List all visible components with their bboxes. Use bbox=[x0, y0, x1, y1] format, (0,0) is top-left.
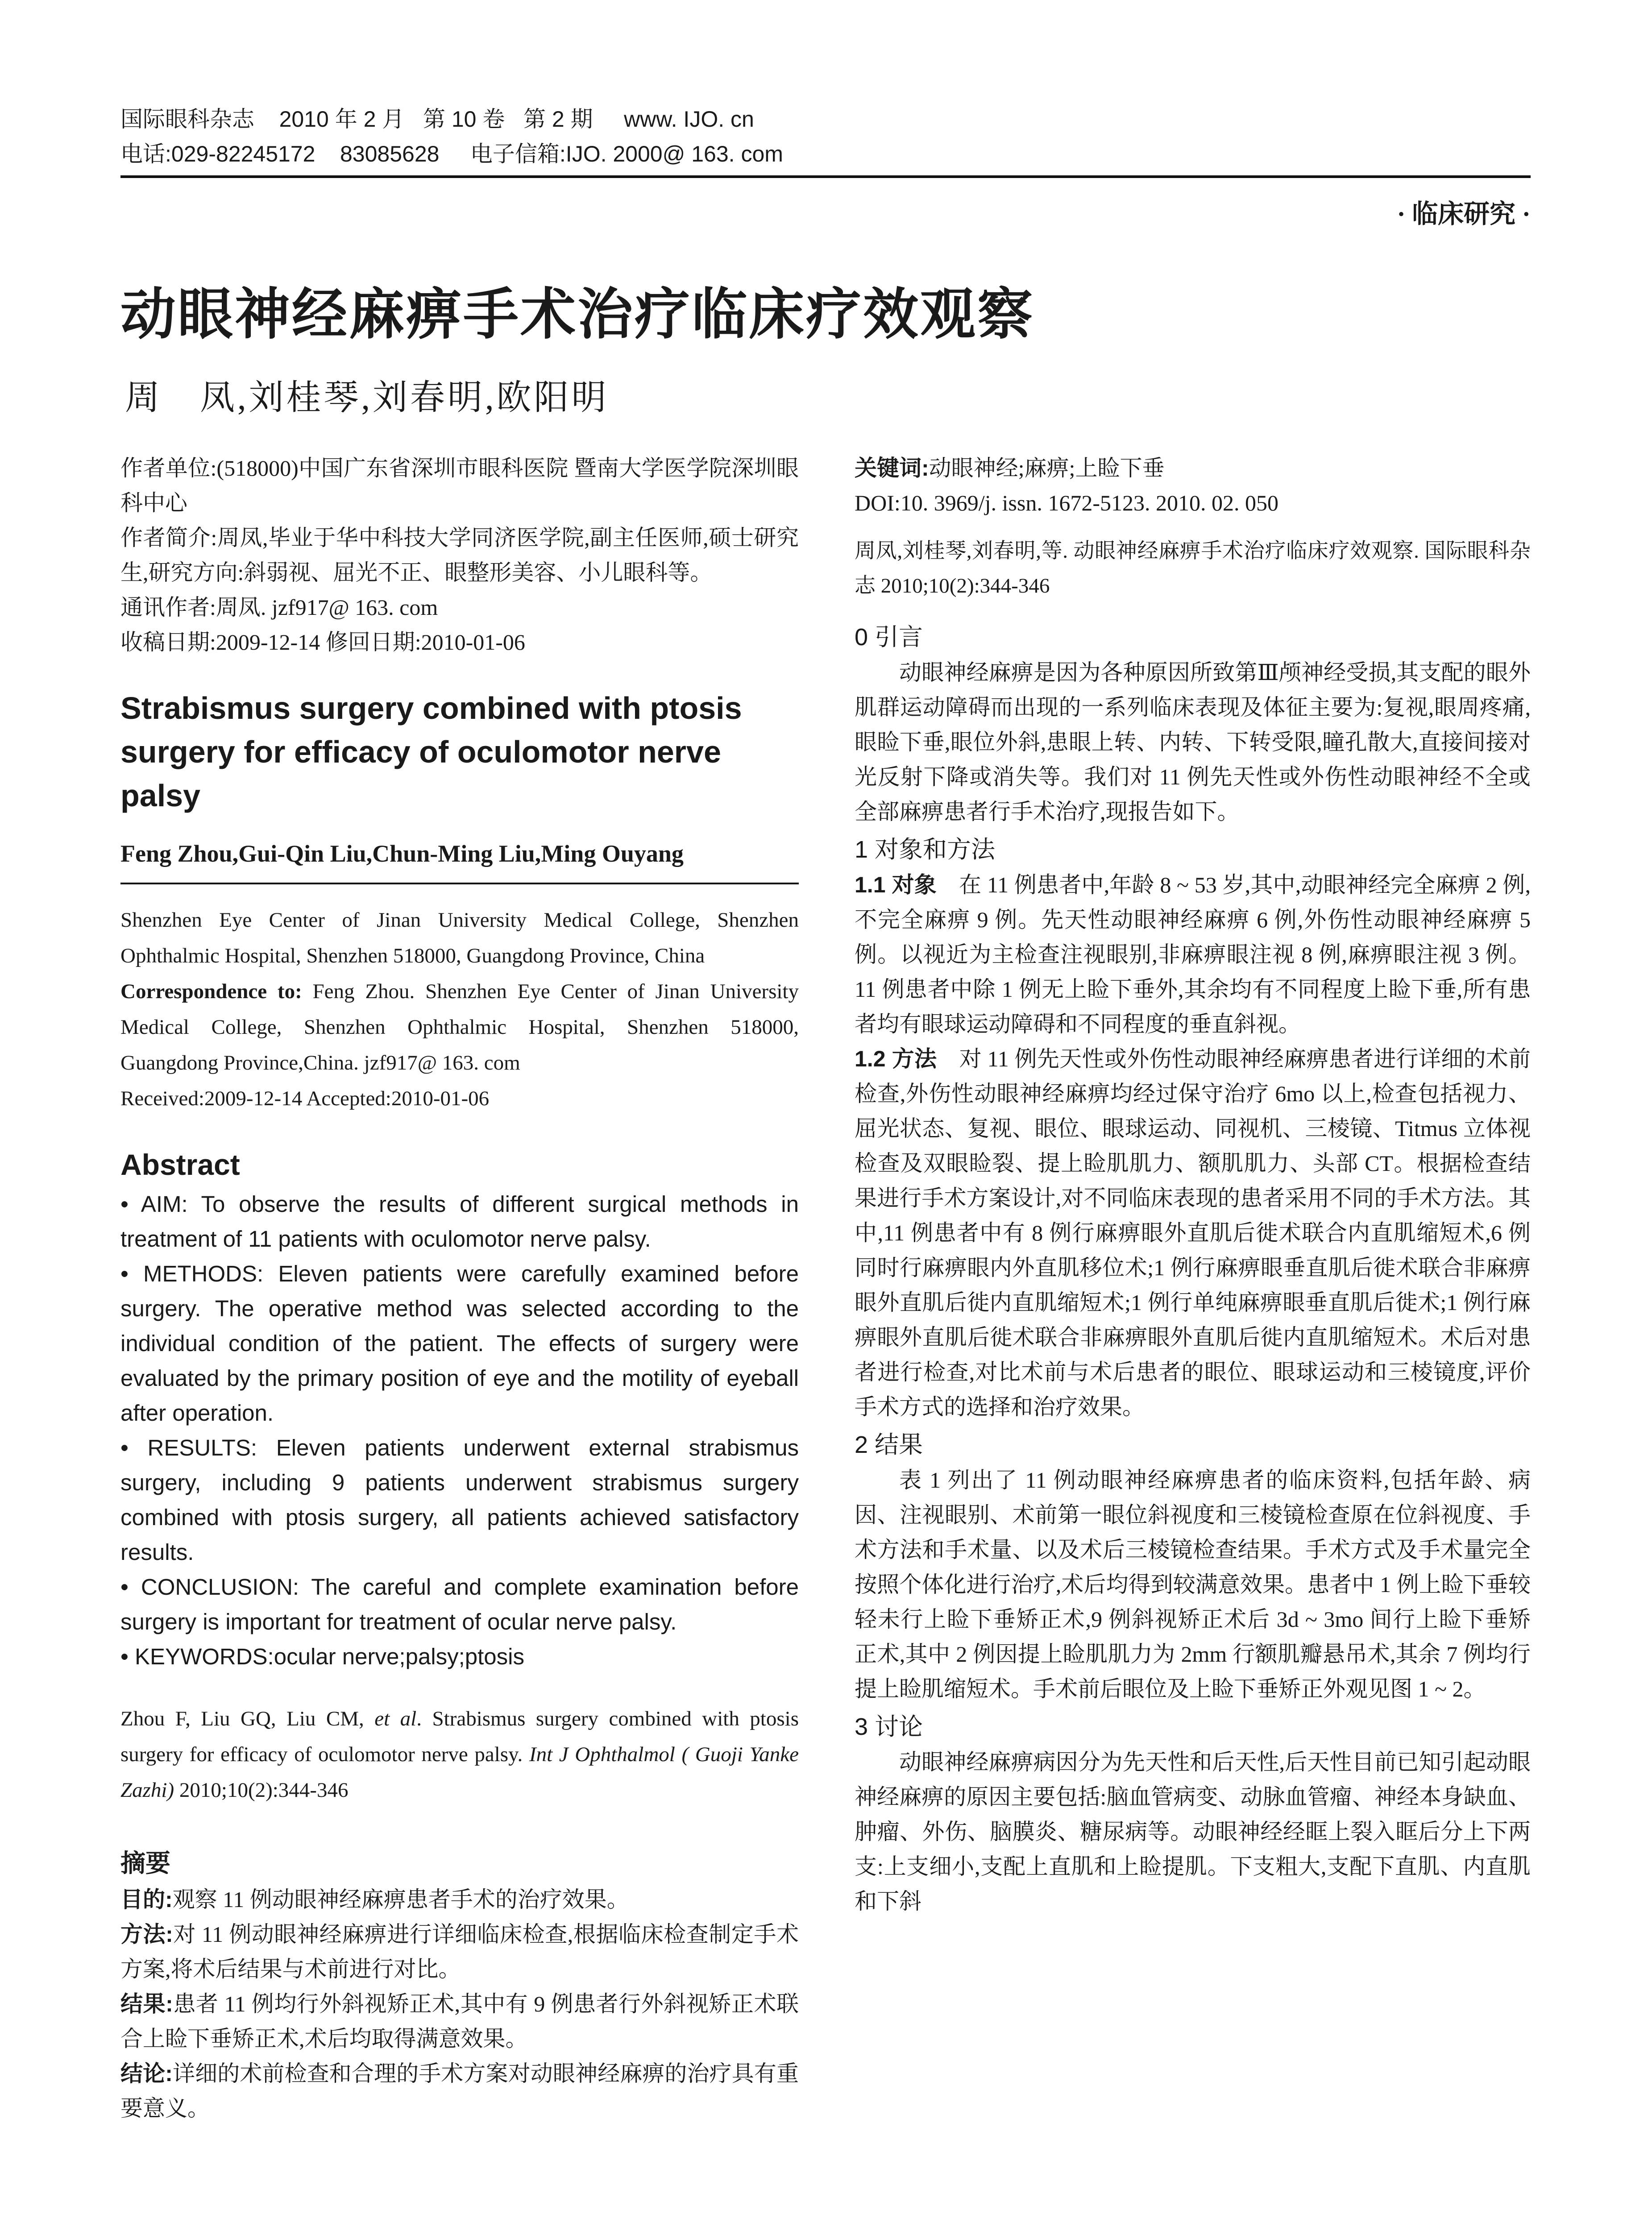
section-1-2-text: 对 11 例先天性或外伤性动眼神经麻痹患者进行详细的术前检查,外伤性动眼神经麻痹均经过保守治疗 6mo 以上,检查包括视力、屈光状态、复视、眼位、眼球运动、同视机、三棱镜、Titmus 立体视检查及双眼睑裂、提上睑肌肌力、额肌肌力、头部 CT。根据检查结果进行手术方案设计,对不同临床表现的患者采用不同的手术方法。其中,11 例患者中有 8 例行麻痹眼外直肌后徙术联合内直肌缩短术,6 例同时行麻痹眼内外直肌移位术;1 例行麻痹眼垂直肌后徙术联合非麻痹眼外直肌后徙内直肌缩短术;1 例行单纯麻痹眼垂直肌后徙术;1 例行麻痹眼外直肌后徙术联合非麻痹眼外直肌后徙内直肌缩短术。术后对患者进行检查,对比术前与术后患者的眼位、眼球运动和三棱镜度,评价手术方式的选择和治疗效果。 bbox=[855, 1046, 1531, 1419]
cn-abstract-results bbox=[120, 1986, 799, 2056]
cn-abstract-aim-label: 目的: bbox=[120, 1887, 173, 1912]
section-2-text: 表 1 列出了 11 例动眼神经麻痹患者的临床资料,包括年龄、病因、注视眼别、术前第一眼位斜视度和三棱镜检查原在位斜视度、手术方法和手术量、以及术后三棱镜检查结果。手术方式及手术量完全按照个体化进行治疗,术后均得到较满意效果。患者中 1 例上睑下垂较轻未行上睑下垂矫正术,9 例斜视矫正术后 3d ~ 3mo 间行上睑下垂矫正术,其中 2 例因提上睑肌肌力为 2mm 行额肌瓣悬吊术,其余 7 例均行提上睑肌缩短术。手术前后眼位及上睑下垂矫正外观见图 1 ~ 2。 bbox=[855, 1468, 1531, 1701]
page-title: 动眼神经麻痹手术治疗临床疗效观察 bbox=[120, 284, 1035, 345]
abstract-keywords: • KEYWORDS:ocular nerve;palsy;ptosis bbox=[120, 1644, 525, 1669]
abstract-heading: Abstract bbox=[120, 1148, 240, 1181]
cn-abstract-methods-label: 方法: bbox=[120, 1922, 173, 1947]
citation-authors: Zhou F, Liu GQ, Liu CM, bbox=[120, 1707, 375, 1730]
english-authors: Feng Zhou,Gui-Qin Liu,Chun-Ming Liu,Ming Ouyang bbox=[120, 840, 684, 867]
section-0-heading: 0 引言 bbox=[855, 624, 923, 651]
section-1-1-text: 在 11 例患者中,年龄 8 ~ 53 岁,其中,动眼神经完全麻痹 2 例,不完全麻痹 9 例。先天性动眼神经麻痹 6 例,外伤性动眼神经麻痹 5 例。以视近为主检查注视眼别,非麻痹眼注视 8 例,麻痹眼注视 3 例。11 例患者中除 1 例无上睑下垂外,其余均有不同程度上睑下垂,所有患者均有眼球运动障碍和不同程度的垂直斜视。 bbox=[855, 872, 1531, 1037]
citation-journal: Int J Ophthalmol ( Guoji Yanke Zazhi) bbox=[120, 1743, 799, 1802]
author-bio: 作者简介:周凤,毕业于华中科技大学同济医学院,副主任医师,硕士研究生,研究方向:斜弱视、屈光不正、眼整形美容、小儿眼科等。 bbox=[120, 525, 799, 585]
abstract-methods: • METHODS: Eleven patients were carefully examined before surgery. The operative method was selected according to the individual condition of the patient. The effects of surgery were evaluated by the primary position of eye and the motility of eyeball after operation. bbox=[120, 1261, 799, 1426]
cn-abstract-methods bbox=[120, 1917, 799, 1986]
cn-abstract-aim bbox=[120, 1882, 799, 1917]
section-3-text: 动眼神经麻痹病因分为先天性和后天性,后天性目前已知引起动眼神经麻痹的原因主要包括:脑血管病变、动脉血管瘤、神经本身缺血、肿瘤、外伤、脑膜炎、糖尿病等。动眼神经经眶上裂入眶后分上下两支:上支细小,支配上直肌和上睑提肌。下支粗大,支配下直肌、内直肌和下斜 bbox=[855, 1750, 1531, 1914]
received-dates-cn: 收稿日期:2009-12-14 修回日期:2010-01-06 bbox=[120, 630, 525, 655]
authors-cn: 周 凤,刘桂琴,刘春明,欧阳明 bbox=[125, 378, 609, 417]
doi: DOI:10. 3969/j. issn. 1672-5123. 2010. 02. 050 bbox=[855, 490, 1278, 515]
section-tag: · 临床研究 · bbox=[1397, 199, 1531, 228]
abstract-results: • RESULTS: Eleven patients underwent external strabismus surgery, including 9 patients underwent strabismus surgery combined with ptosis surgery, all patients achieved satisfactory results. bbox=[120, 1435, 799, 1565]
english-title: Strabismus surgery combined with ptosis surgery for efficacy of oculomotor nerve palsy bbox=[120, 691, 742, 813]
author-unit: 作者单位:(518000)中国广东省深圳市眼科医院 暨南大学医学院深圳眼科中心 bbox=[120, 456, 799, 515]
citation-etal: et al bbox=[374, 1707, 417, 1730]
authors-divider bbox=[120, 883, 799, 884]
received-dates-en: Received:2009-12-14 Accepted:2010-01-06 bbox=[120, 1087, 490, 1110]
section-1-1-heading: 1.1 对象 bbox=[855, 872, 937, 897]
abstract-conclusion: • CONCLUSION: The careful and complete examination before surgery is important for treatment of ocular nerve palsy. bbox=[120, 1574, 799, 1634]
section-1-1 bbox=[855, 867, 1531, 1041]
correspondence-label: Correspondence to: bbox=[120, 980, 302, 1003]
corresponding-author: 通讯作者:周凤. jzf917@ 163. com bbox=[120, 595, 438, 620]
keywords-cn bbox=[855, 451, 1531, 485]
cn-abstract-conclusion bbox=[120, 2056, 799, 2126]
section-1-heading: 1 对象和方法 bbox=[855, 836, 996, 863]
cn-abstract-conclusion-label: 结论: bbox=[120, 2061, 173, 2086]
citation-en bbox=[120, 1701, 799, 1808]
correspondence bbox=[120, 974, 799, 1081]
affiliation: Shenzhen Eye Center of Jinan University Medical College, Shenzhen Ophthalmic Hospital, Shenzhen 518000, Guangdong Province, China bbox=[120, 908, 799, 967]
keywords-label: 关键词: bbox=[855, 456, 929, 481]
cn-abstract-aim-text: 观察 11 例动眼神经麻痹患者手术的治疗效果。 bbox=[172, 1887, 629, 1912]
cn-abstract-heading: 摘要 bbox=[120, 1849, 170, 1877]
cn-abstract-results-text: 患者 11 例均行外斜视矫正术,其中有 9 例患者行外斜视矫正术联合上睑下垂矫正术,术后均取得满意效果。 bbox=[120, 1991, 799, 2051]
section-2-heading: 2 结果 bbox=[855, 1431, 923, 1458]
journal-header bbox=[120, 102, 1531, 171]
citation-cn: 周凤,刘桂琴,刘春明,等. 动眼神经麻痹手术治疗临床疗效观察. 国际眼科杂志 2010;10(2):344-346 bbox=[855, 539, 1531, 597]
header-divider bbox=[120, 175, 1531, 178]
left-column bbox=[120, 451, 799, 2126]
section-1-2-heading: 1.2 方法 bbox=[855, 1046, 937, 1071]
section-3-heading: 3 讨论 bbox=[855, 1713, 923, 1740]
cn-abstract-results-label: 结果: bbox=[120, 1991, 173, 2016]
journal-header-line2: 电话:029-82245172 83085628 电子信箱:IJO. 2000@ 163. com bbox=[120, 141, 783, 166]
section-0-text: 动眼神经麻痹是因为各种原因所致第Ⅲ颅神经受损,其支配的眼外肌群运动障碍而出现的一系列临床表现及体征主要为:复视,眼周疼痛,眼睑下垂,眼位外斜,患眼上转、内转、下转受限,瞳孔散大,直接间接对光反射下降或消失等。我们对 11 例先天性或外伤性动眼神经不全或全部麻痹患者行手术治疗,现报告如下。 bbox=[855, 660, 1531, 824]
cn-abstract-methods-text: 对 11 例动眼神经麻痹进行详细临床检查,根据临床检查制定手术方案,将术后结果与术前进行对比。 bbox=[120, 1922, 799, 1982]
cn-abstract-conclusion-text: 详细的术前检查和合理的手术方案对动眼神经麻痹的治疗具有重要意义。 bbox=[120, 2061, 799, 2121]
keywords-text: 动眼神经;麻痹;上睑下垂 bbox=[929, 456, 1165, 481]
citation-volume: 2010;10(2):344-346 bbox=[174, 1779, 349, 1802]
citation-title: . Strabismus surgery combined with ptosis surgery for efficacy of oculomotor nerve palsy. bbox=[120, 1707, 799, 1766]
abstract-aim: • AIM: To observe the results of different surgical methods in treatment of 11 patients with oculomotor nerve palsy. bbox=[120, 1191, 799, 1252]
journal-header-line1: 国际眼科杂志 2010 年 2 月 第 10 卷 第 2 期 www. IJO. cn bbox=[120, 107, 754, 132]
section-1-2 bbox=[855, 1041, 1531, 1424]
right-column bbox=[855, 451, 1531, 1919]
correspondence-text: Feng Zhou. Shenzhen Eye Center of Jinan University Medical College, Shenzhen Ophthalmic Hospital, Shenzhen 518000, Guangdong Province,China. jzf917@ 163. com bbox=[120, 980, 799, 1074]
author-info bbox=[120, 451, 799, 659]
